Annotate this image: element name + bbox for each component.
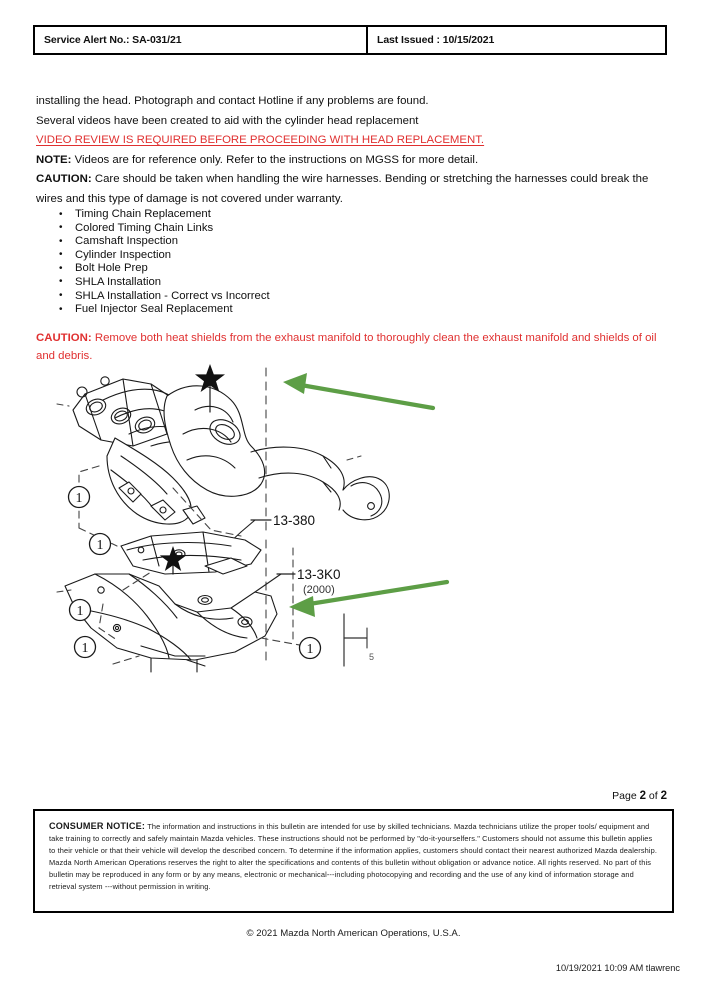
page-middle: of xyxy=(646,790,661,802)
body-line-installing-head: installing the head. Photograph and contact Hotline if any problems are found. xyxy=(36,95,429,107)
svg-text:1: 1 xyxy=(81,641,89,656)
consumer-notice-box xyxy=(33,809,674,913)
caution-text: Care should be taken when handling the wire harnesses. Bending or stretching the harnesses could break the wires and this type of damage is not covered under warranty. xyxy=(36,173,649,205)
consumer-notice-label: CONSUMER NOTICE: xyxy=(49,821,146,831)
svg-text:1: 1 xyxy=(306,642,314,657)
exhaust-manifold-diagram xyxy=(55,360,455,680)
exhaust-manifold-svg xyxy=(55,360,455,680)
scale-mark-label: 5 xyxy=(369,652,375,662)
video-review-warning-text: VIDEO REVIEW IS REQUIRED BEFORE PROCEEDING WITH HEAD REPLACEMENT. xyxy=(36,134,485,146)
list-item: • SHLA Installation - Correct vs Incorrect xyxy=(59,290,270,304)
consumer-notice-body: The information and instructions in this bulletin are intended for use by skilled technicians. Mazda technicians utilize the proper tools/ equipment and take training to correctly and safely maintain Mazda vehicles. These instructions should not be performed by "do-it-yourselfers." Customers should not assume this bulletin applies to their vehicle or that their vehicle will develop the described concern. To determine if the information applies, customers should contact their nearest authorized Mazda dealership. Mazda North American Operations reserves the right to alter the specifications and contents of this bulletin without obligation or advance notice. All rights reserved. No part of this bulletin may be reproduced in any form or by any means, electronic or mechanical---including photocopying and recording and the use of any kind of information storage and retrieval system ---without permission in writing. xyxy=(49,822,658,892)
video-review-warning xyxy=(36,131,672,151)
list-item: • Camshaft Inspection xyxy=(59,235,270,249)
body-line-videos-created: Several videos have been created to aid with the cylinder head replacement xyxy=(36,114,419,127)
page-prefix: Page xyxy=(612,790,640,802)
svg-text:1: 1 xyxy=(96,538,104,553)
caution-label: CAUTION: xyxy=(36,173,92,185)
consumer-notice-text xyxy=(49,820,659,894)
body-text-block xyxy=(36,92,672,209)
video-topic-list xyxy=(59,208,270,317)
caution-heat-shields-text: Remove both heat shields from the exhaust manifold to thoroughly clean the exhaust manifold and shields of oil and debris. xyxy=(36,332,657,362)
list-item: • Timing Chain Replacement xyxy=(59,208,270,222)
print-timestamp: 10/19/2021 10:09 AM tlawrenc xyxy=(555,963,680,973)
list-item: • Colored Timing Chain Links xyxy=(59,222,270,236)
annotation-arrow-upper xyxy=(283,373,433,408)
service-alert-number-cell: Service Alert No.: SA-031/21 xyxy=(35,27,368,53)
callout-circle xyxy=(69,487,90,508)
part-label-shield: 13-3K0 xyxy=(297,567,341,582)
svg-text:1: 1 xyxy=(75,491,83,506)
last-issued-cell: Last Issued : 10/15/2021 xyxy=(377,34,495,46)
list-item: • Bolt Hole Prep xyxy=(59,262,270,276)
bulletin-header-table xyxy=(33,25,667,55)
page-number xyxy=(612,790,667,802)
list-item: • Fuel Injector Seal Replacement xyxy=(59,303,270,317)
page-total: 2 xyxy=(660,790,667,802)
note-line xyxy=(36,151,672,171)
caution-heat-shields-label: CAUTION: xyxy=(36,332,92,344)
callout-circle xyxy=(300,638,321,659)
note-label: NOTE: xyxy=(36,153,72,166)
part-label-manifold: 13-380 xyxy=(273,513,316,528)
part-label-shield-sub: (2000) xyxy=(303,584,335,596)
list-item: • Cylinder Inspection xyxy=(59,249,270,263)
callout-circle xyxy=(75,637,96,658)
list-item: • SHLA Installation xyxy=(59,276,270,290)
copyright-line: © 2021 Mazda North American Operations, U.S.A. xyxy=(246,928,461,939)
svg-text:1: 1 xyxy=(76,604,84,619)
caution-harness-line xyxy=(36,170,672,209)
page-current: 2 xyxy=(639,790,646,802)
callout-circle xyxy=(90,534,111,555)
note-text: Videos are for reference only. Refer to the instructions on MGSS for more detail. xyxy=(71,153,479,166)
callout-circle xyxy=(70,600,91,621)
